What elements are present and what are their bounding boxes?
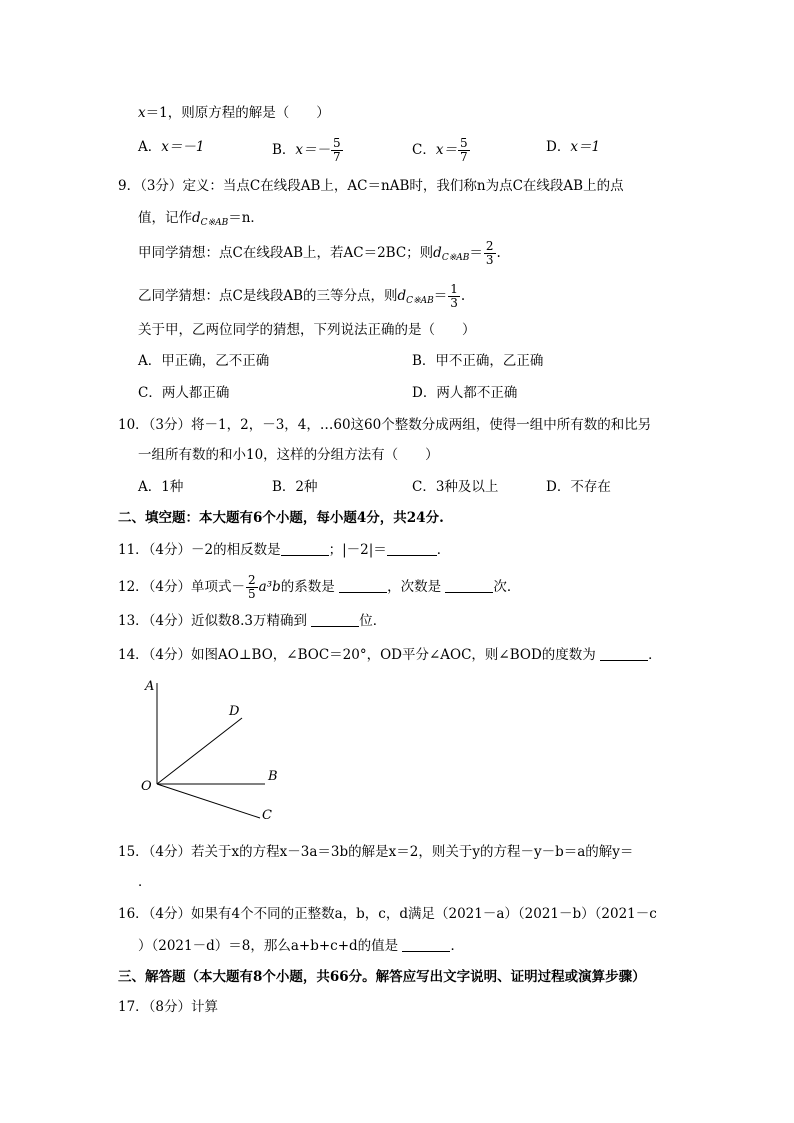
q9-option-b: B．甲不正确，乙正确 bbox=[412, 353, 544, 369]
q15-line1: 15．（4分）若关于x的方程x－3a＝3b的解是x＝2，则关于y的方程－y－b＝a的解y＝ bbox=[118, 844, 634, 860]
q16-blank[interactable] bbox=[402, 937, 450, 952]
label-o: O bbox=[141, 779, 152, 794]
q9-fraction-2-3: $\frac{2}{3}$ bbox=[485, 239, 494, 267]
ray-oc bbox=[157, 784, 260, 818]
q8-stem: x＝1，则原方程的解是（ ） bbox=[138, 105, 330, 121]
q14-blank[interactable] bbox=[600, 646, 648, 661]
q10-option-d: D．不存在 bbox=[546, 479, 611, 495]
q10-option-c: C．3种及以上 bbox=[412, 479, 499, 495]
q8-option-c: C．x＝ $\frac{5}{7}$ bbox=[412, 136, 468, 164]
q15-line2: ． bbox=[138, 874, 152, 890]
q10-line1: 10．（3分）将－1，2，－3，4，…60这60个整数分成两组，使得一组中所有数的和比另 bbox=[118, 417, 652, 433]
label-a: A bbox=[145, 679, 155, 694]
q9-line3: 甲同学猜想：点C在线段AB上，若AC＝2BC；则$d_{C※AB}=$ $\frac{2}{3}$ . bbox=[138, 239, 501, 267]
q8-option-a: A．x＝－1 bbox=[138, 139, 205, 155]
q9-line1: 9．（3分）定义：当点C在线段AB上，AC＝nAB时，我们称n为点C在线段AB上的点 bbox=[118, 178, 624, 194]
q12-fraction: $\frac{2}{5}$ bbox=[248, 573, 256, 601]
q8-option-d: D．x＝1 bbox=[546, 139, 601, 155]
q9-line4: 乙同学猜想：点C是线段AB的三等分点，则$d_{C※AB}=$ $\frac{1}{3}$ . bbox=[138, 282, 466, 310]
q12-blank-1[interactable] bbox=[339, 578, 387, 593]
q12: 12．（4分）单项式－ $\frac{2}{5}$ a³b的系数是 ，次数是 次． bbox=[118, 573, 521, 601]
q10-option-a: A．1种 bbox=[138, 479, 184, 495]
ray-od bbox=[157, 718, 242, 784]
q9-line2: 值，记作$d_{C※AB}=n$． bbox=[138, 210, 264, 228]
q14: 14．（4分）如图AO⊥BO，∠BOC＝20°，OD平分∠AOC，则∠BOD的度数为 ． bbox=[118, 647, 662, 663]
label-b: B bbox=[268, 769, 278, 784]
label-d: D bbox=[229, 704, 240, 719]
q12-blank-2[interactable] bbox=[445, 578, 493, 593]
q10-option-b: B．2种 bbox=[272, 479, 318, 495]
q13: 13．（4分）近似数8.3万精确到 位． bbox=[118, 613, 387, 629]
section-3-heading: 三、解答题（本大题有8个小题，共66分。解答应写出文字说明、证明过程或演算步骤） bbox=[118, 969, 646, 985]
q8-option-b: B．x＝－ $\frac{5}{7}$ bbox=[272, 136, 341, 164]
q11: 11．（4分）－2的相反数是 ；|－2|＝ ． bbox=[118, 542, 451, 558]
q13-blank[interactable] bbox=[311, 612, 359, 627]
q10-line2: 一组所有数的和小10，这样的分组方法有（ ） bbox=[138, 447, 439, 463]
q16-line2: ）（2021－d）＝8，那么a+b+c+d的值是 ． bbox=[138, 938, 464, 954]
q16-line1: 16．（4分）如果有4个不同的正整数a，b，c，d满足（2021－a）（2021－b）（2021－c bbox=[118, 906, 657, 922]
q11-blank-1[interactable] bbox=[281, 541, 329, 556]
q9-line5: 关于甲，乙两位同学的猜想，下列说法正确的是（ ） bbox=[138, 322, 476, 338]
q9-fraction-1-3: $\frac{1}{3}$ bbox=[450, 282, 458, 310]
q8-b-fraction: $\frac{5}{7}$ bbox=[333, 136, 341, 164]
q9-option-d: D．两人都不正确 bbox=[412, 385, 518, 401]
q9-option-c: C．两人都正确 bbox=[138, 385, 230, 401]
q9-option-a: A．甲正确，乙不正确 bbox=[138, 353, 270, 369]
q11-blank-2[interactable] bbox=[387, 541, 437, 556]
label-c: C bbox=[262, 808, 272, 823]
q8-c-fraction: $\frac{5}{7}$ bbox=[459, 136, 468, 164]
section-2-heading: 二、填空题：本大题有6个小题，每小题4分，共24分. bbox=[118, 510, 444, 526]
q17: 17．（8分）计算 bbox=[118, 999, 219, 1015]
